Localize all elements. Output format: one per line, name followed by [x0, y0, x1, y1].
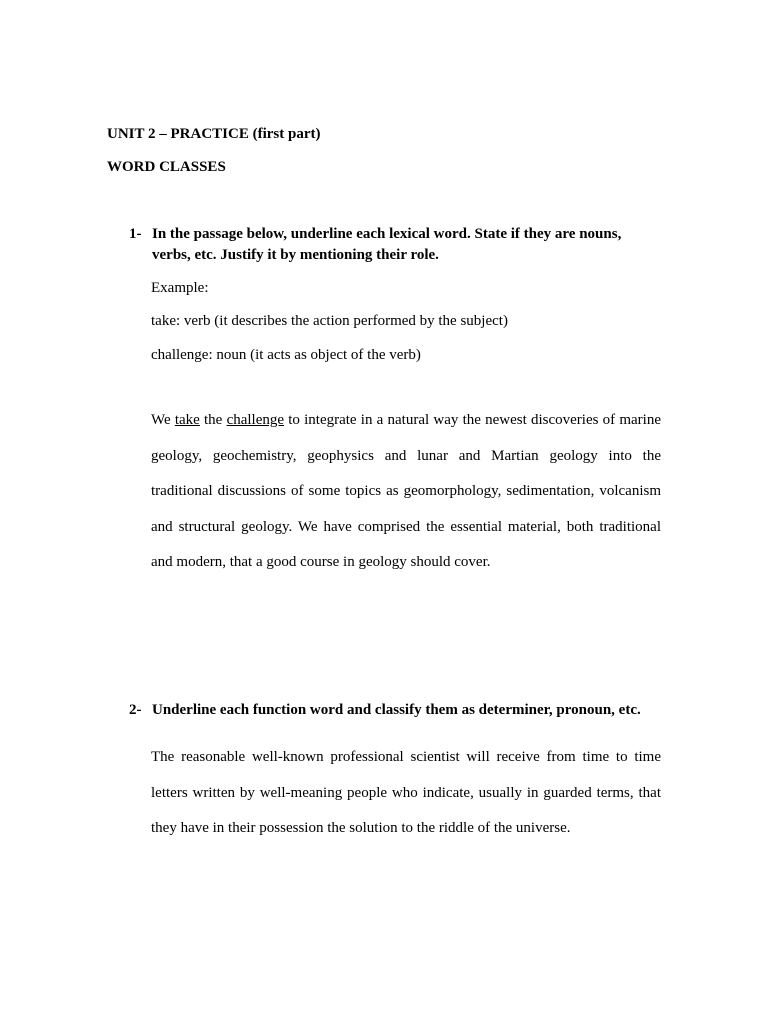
question-2-number: 2- — [129, 702, 142, 718]
page-title: UNIT 2 – PRACTICE (first part) — [107, 126, 321, 142]
passage-1-rest: to integrate in a natural way the newest discoveries of marine geology, geochemistry, geophysics and lunar and Martian geology into the traditional discussions of some topics as geomorphology, sedimentation, volcanism and structural geology. We have comprised the essential material, both traditional and modern, that a good course in geology should cover. — [151, 412, 661, 571]
underlined-word-take: take — [174, 412, 200, 428]
underlined-word-challenge: challenge — [226, 412, 285, 428]
example-line-take: take: verb (it describes the action performed by the subject) — [151, 313, 508, 329]
example-line-challenge: challenge: noun (it acts as object of the verb) — [151, 347, 421, 363]
question-2-instruction: Underline each function word and classify them as determiner, pronoun, etc. — [152, 702, 641, 718]
passage-1-lead: We — [151, 412, 175, 428]
passage-1 — [151, 403, 661, 581]
passage-2: The reasonable well-known professional scientist will receive from time to time letters written by well-meaning people who indicate, usually in guarded terms, that they have in their possession the solution to the riddle of the universe. — [151, 749, 661, 837]
question-1-number: 1- — [129, 226, 142, 242]
page-subtitle: WORD CLASSES — [107, 159, 226, 175]
example-label: Example: — [151, 280, 209, 296]
question-1-instruction: In the passage below, underline each lexical word. State if they are nouns, verbs, etc. Justify it by mentioning their role. — [152, 226, 622, 263]
passage-1-mid: the — [199, 412, 227, 428]
